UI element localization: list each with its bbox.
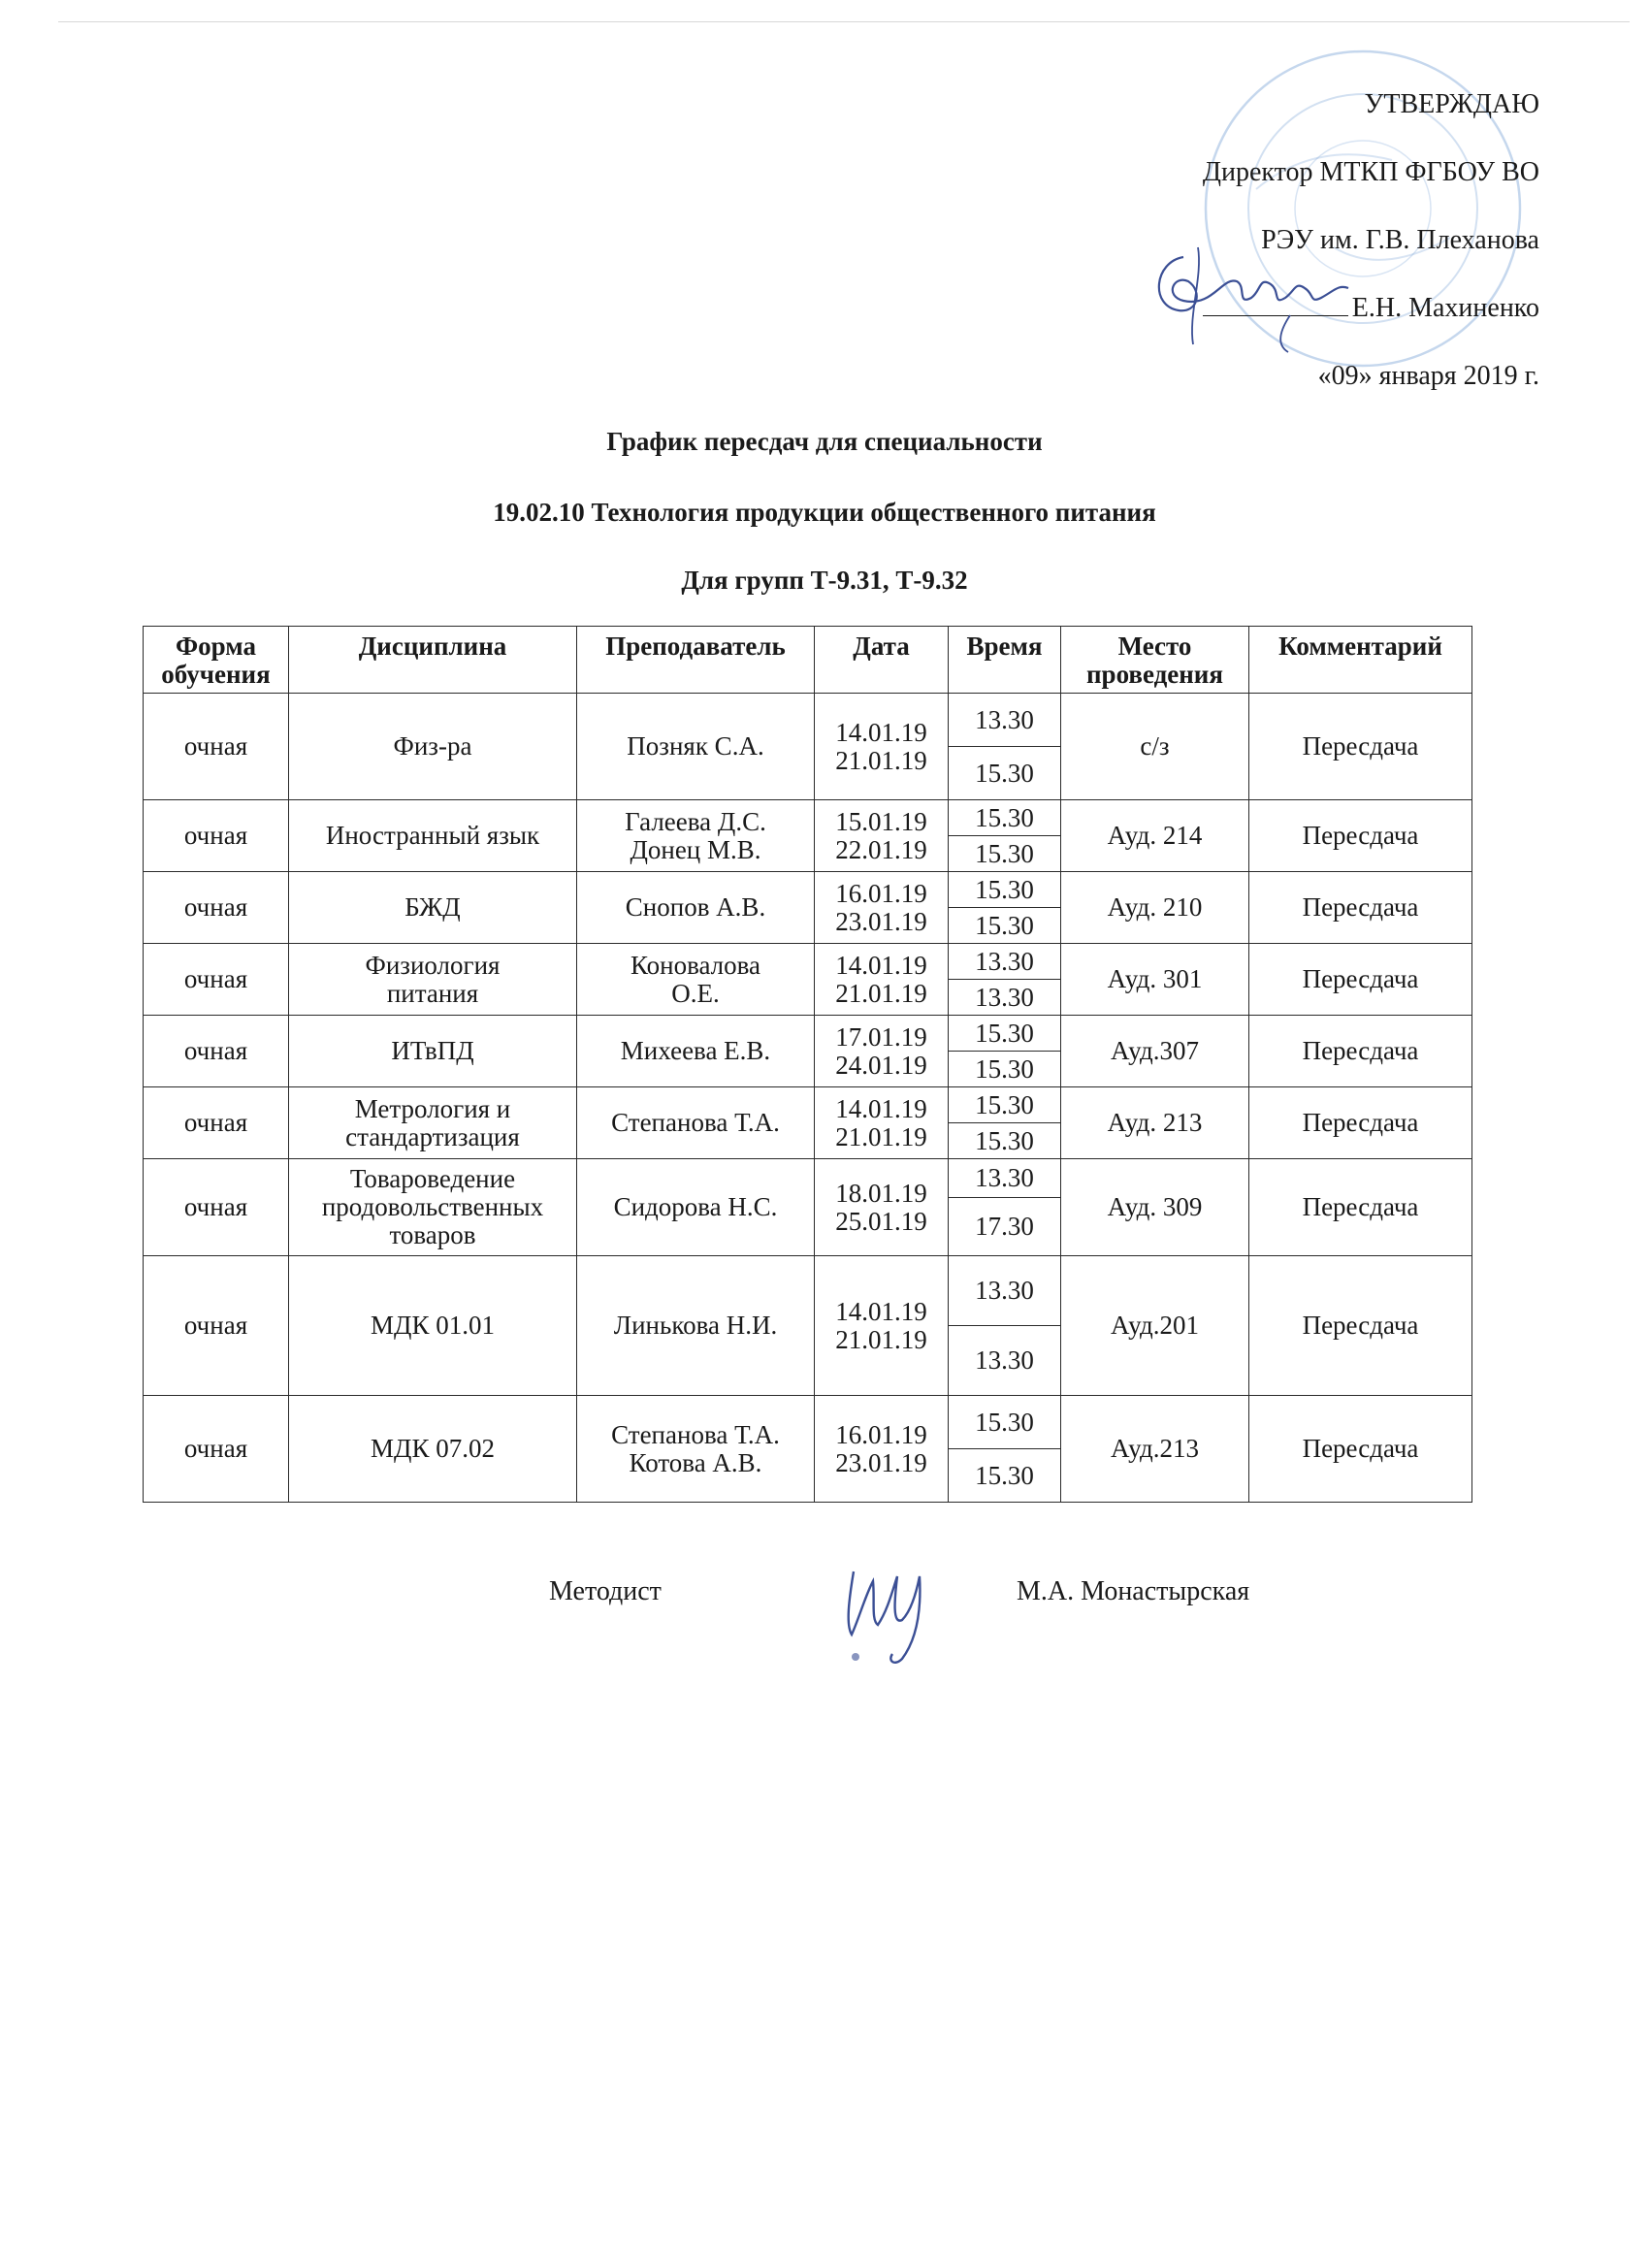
methodist-name: М.А. Монастырская (1017, 1576, 1250, 1606)
cell-time-second: 15.30 (949, 1449, 1061, 1503)
cell-dates: 14.01.19 21.01.19 (815, 1256, 949, 1396)
cell-place: с/з (1061, 694, 1249, 800)
cell-form: очная (144, 1396, 289, 1503)
cell-teacher: Снопов А.В. (577, 872, 815, 944)
cell-dates: 15.01.19 22.01.19 (815, 800, 949, 872)
cell-comment: Пересдача (1249, 872, 1472, 944)
cell-discipline: Товароведение продовольственных товаров (289, 1159, 577, 1256)
cell-place: Ауд.213 (1061, 1396, 1249, 1503)
approval-organization: РЭУ им. Г.В. Плеханова (1261, 225, 1539, 255)
header-comment: Комментарий (1249, 627, 1472, 694)
cell-discipline: Физ-ра (289, 694, 577, 800)
cell-time-second: 15.30 (949, 908, 1061, 944)
cell-discipline: МДК 07.02 (289, 1396, 577, 1503)
cell-comment: Пересдача (1249, 1087, 1472, 1159)
cell-teacher: Степанова Т.А. (577, 1087, 815, 1159)
cell-time-second: 15.30 (949, 1123, 1061, 1159)
cell-time-first: 15.30 (949, 800, 1061, 836)
header-place: Место проведения (1061, 627, 1249, 694)
cell-teacher: Галеева Д.С. Донец М.В. (577, 800, 815, 872)
cell-discipline: ИТвПД (289, 1016, 577, 1087)
cell-form: очная (144, 1159, 289, 1256)
table-row (144, 1087, 1472, 1123)
cell-dates: 14.01.19 21.01.19 (815, 694, 949, 800)
cell-teacher: Линькова Н.И. (577, 1256, 815, 1396)
cell-discipline: Метрология и стандартизация (289, 1087, 577, 1159)
cell-discipline: БЖД (289, 872, 577, 944)
cell-teacher: Степанова Т.А. Котова А.В. (577, 1396, 815, 1503)
cell-comment: Пересдача (1249, 1256, 1472, 1396)
cell-time-first: 13.30 (949, 1256, 1061, 1326)
signature-line (1203, 315, 1348, 316)
cell-comment: Пересдача (1249, 800, 1472, 872)
cell-time-second: 13.30 (949, 980, 1061, 1016)
specialty-title: 19.02.10 Технология продукции общественного питания (493, 498, 1156, 527)
cell-form: очная (144, 694, 289, 800)
cell-form: очная (144, 1256, 289, 1396)
cell-time-second: 15.30 (949, 1052, 1061, 1087)
approval-signatory-name: Е.Н. Махиненко (1351, 293, 1539, 323)
cell-time-second: 17.30 (949, 1198, 1061, 1256)
cell-discipline: МДК 01.01 (289, 1256, 577, 1396)
cell-teacher: Коновалова О.Е. (577, 944, 815, 1016)
cell-time-first: 15.30 (949, 1087, 1061, 1123)
cell-place: Ауд. 301 (1061, 944, 1249, 1016)
approval-date: «09» января 2019 г. (1317, 361, 1539, 391)
cell-comment: Пересдача (1249, 1016, 1472, 1087)
header-teacher: Преподаватель (577, 627, 815, 694)
cell-place: Ауд. 214 (1061, 800, 1249, 872)
cell-form: очная (144, 1016, 289, 1087)
cell-form: очная (144, 872, 289, 944)
header-form: Форма обучения (144, 627, 289, 694)
header-date: Дата (815, 627, 949, 694)
cell-teacher: Михеева Е.В. (577, 1016, 815, 1087)
cell-comment: Пересдача (1249, 1396, 1472, 1503)
cell-dates: 14.01.19 21.01.19 (815, 1087, 949, 1159)
cell-dates: 17.01.19 24.01.19 (815, 1016, 949, 1087)
cell-time-first: 15.30 (949, 1016, 1061, 1052)
retake-schedule-table (143, 626, 1472, 1503)
cell-time-first: 13.30 (949, 694, 1061, 747)
cell-time-second: 15.30 (949, 836, 1061, 872)
cell-dates: 16.01.19 23.01.19 (815, 1396, 949, 1503)
cell-teacher: Позняк С.А. (577, 694, 815, 800)
table-row (144, 944, 1472, 980)
cell-time-first: 15.30 (949, 872, 1061, 908)
cell-form: очная (144, 800, 289, 872)
schedule-title: График пересдач для специальности (606, 427, 1043, 456)
table-row (144, 872, 1472, 908)
cell-place: Ауд.307 (1061, 1016, 1249, 1087)
table-row (144, 1396, 1472, 1449)
cell-time-second: 13.30 (949, 1326, 1061, 1396)
approval-position: Директор МТКП ФГБОУ ВО (1202, 157, 1539, 187)
cell-discipline: Физиология питания (289, 944, 577, 1016)
methodist-role: Методист (549, 1576, 662, 1606)
approval-block (1203, 89, 1539, 429)
page-top-edge (58, 21, 1630, 22)
table-header-row (144, 627, 1472, 694)
cell-dates: 14.01.19 21.01.19 (815, 944, 949, 1016)
cell-place: Ауд. 309 (1061, 1159, 1249, 1256)
header-time: Время (949, 627, 1061, 694)
cell-time-first: 13.30 (949, 1159, 1061, 1198)
methodist-signature (834, 1542, 951, 1678)
cell-time-first: 15.30 (949, 1396, 1061, 1449)
cell-form: очная (144, 944, 289, 1016)
cell-form: очная (144, 1087, 289, 1159)
table-row (144, 1159, 1472, 1198)
cell-place: Ауд. 210 (1061, 872, 1249, 944)
cell-discipline: Иностранный язык (289, 800, 577, 872)
cell-comment: Пересдача (1249, 694, 1472, 800)
cell-comment: Пересдача (1249, 1159, 1472, 1256)
approval-signatory (1203, 293, 1539, 323)
header-discipline: Дисциплина (289, 627, 577, 694)
cell-dates: 16.01.19 23.01.19 (815, 872, 949, 944)
groups-title: Для групп Т-9.31, Т-9.32 (681, 566, 968, 595)
cell-place: Ауд. 213 (1061, 1087, 1249, 1159)
cell-time-second: 15.30 (949, 747, 1061, 800)
cell-place: Ауд.201 (1061, 1256, 1249, 1396)
cell-time-first: 13.30 (949, 944, 1061, 980)
table-row (144, 1256, 1472, 1326)
cell-dates: 18.01.19 25.01.19 (815, 1159, 949, 1256)
approval-heading: УТВЕРЖДАЮ (1364, 89, 1539, 119)
table-row (144, 1016, 1472, 1052)
table-row (144, 800, 1472, 836)
table-row (144, 694, 1472, 747)
cell-comment: Пересдача (1249, 944, 1472, 1016)
cell-teacher: Сидорова Н.С. (577, 1159, 815, 1256)
